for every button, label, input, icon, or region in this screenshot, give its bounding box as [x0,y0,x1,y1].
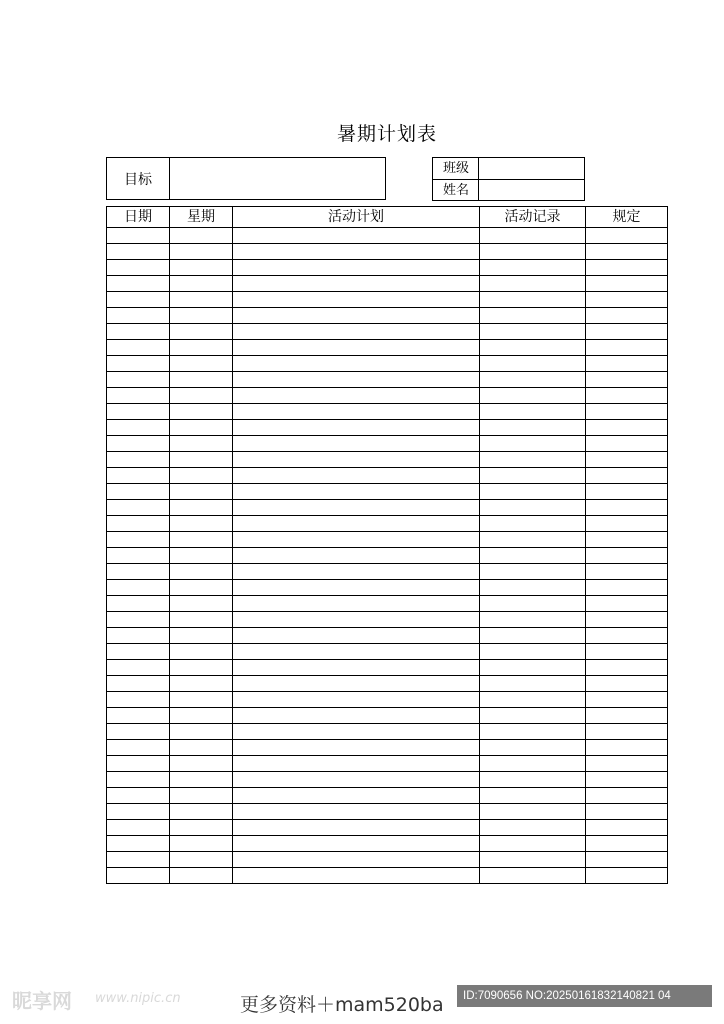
weekday-cell[interactable] [170,692,233,708]
activity-plan-cell[interactable] [233,452,480,468]
rules-cell[interactable] [586,836,668,852]
date-cell[interactable] [107,484,170,500]
table-row [107,372,668,388]
activity-plan-cell[interactable] [233,692,480,708]
weekday-cell[interactable] [170,340,233,356]
activity-plan-cell[interactable] [233,676,480,692]
date-cell[interactable] [107,628,170,644]
activity-record-cell[interactable] [480,852,586,868]
table-row [107,756,668,772]
table-row [107,244,668,260]
activity-plan-cell[interactable] [233,436,480,452]
date-cell[interactable] [107,468,170,484]
activity-plan-cell[interactable] [233,404,480,420]
activity-plan-cell[interactable] [233,500,480,516]
class-row [433,158,584,179]
rules-cell[interactable] [586,500,668,516]
weekday-cell[interactable] [170,740,233,756]
weekday-cell[interactable] [170,484,233,500]
activity-record-cell[interactable] [480,548,586,564]
date-cell[interactable] [107,532,170,548]
weekday-cell[interactable] [170,596,233,612]
date-cell[interactable] [107,516,170,532]
date-cell[interactable] [107,820,170,836]
rules-cell[interactable] [586,308,668,324]
activity-plan-cell[interactable] [233,788,480,804]
table-header-row [107,207,668,228]
table-row [107,292,668,308]
image-id-bar: ID:7090656 NO:20250161832140821 04 [457,985,712,1007]
activity-plan-cell[interactable] [233,276,480,292]
date-cell[interactable] [107,436,170,452]
table-row [107,788,668,804]
rules-cell[interactable] [586,388,668,404]
rules-cell[interactable] [586,772,668,788]
table-row [107,772,668,788]
goal-box [106,157,386,200]
weekday-cell[interactable] [170,564,233,580]
activity-record-cell[interactable] [480,356,586,372]
table-row [107,644,668,660]
table-row [107,340,668,356]
activity-plan-cell[interactable] [233,228,480,244]
activity-plan-cell[interactable] [233,564,480,580]
date-cell[interactable] [107,244,170,260]
activity-record-cell[interactable] [480,372,586,388]
rules-cell[interactable] [586,244,668,260]
activity-plan-cell[interactable] [233,388,480,404]
date-cell[interactable] [107,324,170,340]
rules-cell[interactable] [586,676,668,692]
activity-record-cell[interactable] [480,612,586,628]
rules-cell[interactable] [586,420,668,436]
weekday-cell[interactable] [170,868,233,884]
activity-record-cell[interactable] [480,228,586,244]
date-cell[interactable] [107,692,170,708]
activity-plan-cell[interactable] [233,468,480,484]
name-field[interactable] [479,180,584,201]
rules-cell[interactable] [586,868,668,884]
activity-plan-cell[interactable] [233,852,480,868]
date-cell[interactable] [107,596,170,612]
column-header-activity-plan: 活动计划 [233,207,480,228]
activity-record-cell[interactable] [480,804,586,820]
activity-record-cell[interactable] [480,868,586,884]
weekday-cell[interactable] [170,836,233,852]
weekday-cell[interactable] [170,420,233,436]
activity-record-cell[interactable] [480,452,586,468]
activity-record-cell[interactable] [480,628,586,644]
activity-plan-cell[interactable] [233,596,480,612]
activity-record-cell[interactable] [480,516,586,532]
date-cell[interactable] [107,500,170,516]
activity-plan-cell[interactable] [233,820,480,836]
table-row [107,804,668,820]
weekday-cell[interactable] [170,516,233,532]
date-cell[interactable] [107,404,170,420]
date-cell[interactable] [107,740,170,756]
date-cell[interactable] [107,260,170,276]
date-cell[interactable] [107,772,170,788]
activity-plan-cell[interactable] [233,356,480,372]
activity-plan-cell[interactable] [233,484,480,500]
weekday-cell[interactable] [170,356,233,372]
activity-plan-cell[interactable] [233,292,480,308]
table-row [107,388,668,404]
activity-record-cell[interactable] [480,244,586,260]
table-row [107,436,668,452]
activity-plan-cell[interactable] [233,660,480,676]
weekday-cell[interactable] [170,468,233,484]
column-header-date: 日期 [107,207,170,228]
table-row [107,692,668,708]
activity-plan-cell[interactable] [233,580,480,596]
activity-record-cell[interactable] [480,500,586,516]
activity-record-cell[interactable] [480,660,586,676]
info-box [432,157,585,201]
table-row [107,564,668,580]
date-cell[interactable] [107,228,170,244]
goal-label: 目标 [107,158,170,199]
weekday-cell[interactable] [170,804,233,820]
weekday-cell[interactable] [170,260,233,276]
weekday-cell[interactable] [170,708,233,724]
date-cell[interactable] [107,852,170,868]
table-row [107,660,668,676]
activity-record-cell[interactable] [480,644,586,660]
table-row [107,628,668,644]
date-cell[interactable] [107,612,170,628]
name-label: 姓名 [433,180,479,201]
weekday-cell[interactable] [170,756,233,772]
activity-plan-cell[interactable] [233,372,480,388]
rules-cell[interactable] [586,292,668,308]
rules-cell[interactable] [586,660,668,676]
activity-record-cell[interactable] [480,580,586,596]
date-cell[interactable] [107,292,170,308]
date-cell[interactable] [107,452,170,468]
activity-plan-cell[interactable] [233,340,480,356]
date-cell[interactable] [107,836,170,852]
activity-record-cell[interactable] [480,788,586,804]
date-cell[interactable] [107,708,170,724]
weekday-cell[interactable] [170,676,233,692]
weekday-cell[interactable] [170,500,233,516]
date-cell[interactable] [107,724,170,740]
activity-record-cell[interactable] [480,836,586,852]
weekday-cell[interactable] [170,548,233,564]
table-row [107,548,668,564]
table-row [107,676,668,692]
activity-record-cell[interactable] [480,484,586,500]
rules-cell[interactable] [586,564,668,580]
table-row [107,596,668,612]
date-cell[interactable] [107,676,170,692]
rules-cell[interactable] [586,548,668,564]
date-cell[interactable] [107,372,170,388]
date-cell[interactable] [107,356,170,372]
weekday-cell[interactable] [170,308,233,324]
table-row [107,404,668,420]
date-cell[interactable] [107,308,170,324]
activity-plan-cell[interactable] [233,772,480,788]
date-cell[interactable] [107,564,170,580]
activity-plan-cell[interactable] [233,724,480,740]
activity-plan-cell[interactable] [233,548,480,564]
weekday-cell[interactable] [170,228,233,244]
weekday-cell[interactable] [170,724,233,740]
rules-cell[interactable] [586,740,668,756]
activity-plan-cell[interactable] [233,308,480,324]
weekday-cell[interactable] [170,244,233,260]
table-row [107,852,668,868]
activity-plan-cell[interactable] [233,804,480,820]
goal-field[interactable] [170,158,385,199]
activity-plan-cell[interactable] [233,516,480,532]
rules-cell[interactable] [586,468,668,484]
rules-cell[interactable] [586,708,668,724]
weekday-cell[interactable] [170,644,233,660]
rules-cell[interactable] [586,820,668,836]
activity-record-cell[interactable] [480,676,586,692]
activity-plan-cell[interactable] [233,324,480,340]
table-row [107,356,668,372]
table-row [107,324,668,340]
weekday-cell[interactable] [170,772,233,788]
rules-cell[interactable] [586,516,668,532]
table-row [107,260,668,276]
activity-plan-cell[interactable] [233,644,480,660]
weekday-cell[interactable] [170,788,233,804]
activity-record-cell[interactable] [480,436,586,452]
weekday-cell[interactable] [170,292,233,308]
name-row [433,179,584,201]
weekday-cell[interactable] [170,852,233,868]
table-row [107,580,668,596]
activity-record-cell[interactable] [480,596,586,612]
activity-plan-cell[interactable] [233,756,480,772]
activity-record-cell[interactable] [480,308,586,324]
table-row [107,452,668,468]
activity-record-cell[interactable] [480,740,586,756]
date-cell[interactable] [107,788,170,804]
date-cell[interactable] [107,644,170,660]
activity-plan-cell[interactable] [233,244,480,260]
activity-record-cell[interactable] [480,532,586,548]
weekday-cell[interactable] [170,452,233,468]
table-row [107,836,668,852]
weekday-cell[interactable] [170,628,233,644]
table-row [107,612,668,628]
weekday-cell[interactable] [170,388,233,404]
watermark-url: www.nipic.cn [95,991,181,1006]
weekday-cell[interactable] [170,532,233,548]
class-label: 班级 [433,158,479,179]
table-row [107,500,668,516]
date-cell[interactable] [107,580,170,596]
rules-cell[interactable] [586,372,668,388]
weekday-cell[interactable] [170,372,233,388]
date-cell[interactable] [107,868,170,884]
activity-record-cell[interactable] [480,340,586,356]
date-cell[interactable] [107,388,170,404]
rules-cell[interactable] [586,756,668,772]
column-header-rules: 规定 [586,207,668,228]
activity-plan-cell[interactable] [233,628,480,644]
rules-cell[interactable] [586,724,668,740]
activity-plan-cell[interactable] [233,532,480,548]
activity-record-cell[interactable] [480,324,586,340]
table-row [107,820,668,836]
rules-cell[interactable] [586,852,668,868]
weekday-cell[interactable] [170,404,233,420]
activity-plan-cell[interactable] [233,420,480,436]
activity-plan-cell[interactable] [233,708,480,724]
activity-record-cell[interactable] [480,292,586,308]
rules-cell[interactable] [586,228,668,244]
date-cell[interactable] [107,804,170,820]
table-row [107,708,668,724]
rules-cell[interactable] [586,404,668,420]
table-row [107,420,668,436]
table-row [107,276,668,292]
weekday-cell[interactable] [170,820,233,836]
activity-plan-cell[interactable] [233,740,480,756]
class-field[interactable] [479,158,584,179]
activity-record-cell[interactable] [480,564,586,580]
activity-plan-cell[interactable] [233,260,480,276]
weekday-cell[interactable] [170,324,233,340]
activity-plan-cell[interactable] [233,868,480,884]
activity-record-cell[interactable] [480,820,586,836]
rules-cell[interactable] [586,612,668,628]
rules-cell[interactable] [586,596,668,612]
date-cell[interactable] [107,756,170,772]
weekday-cell[interactable] [170,276,233,292]
table-row [107,484,668,500]
rules-cell[interactable] [586,356,668,372]
date-cell[interactable] [107,660,170,676]
rules-cell[interactable] [586,788,668,804]
activity-record-cell[interactable] [480,260,586,276]
footer-text: 更多资料＋mam520ba [240,994,444,1016]
activity-record-cell[interactable] [480,772,586,788]
table-row [107,532,668,548]
weekday-cell[interactable] [170,612,233,628]
table-row [107,740,668,756]
rules-cell[interactable] [586,580,668,596]
table-row [107,308,668,324]
table-row [107,516,668,532]
table-row [107,724,668,740]
activity-plan-cell[interactable] [233,612,480,628]
weekday-cell[interactable] [170,580,233,596]
rules-cell[interactable] [586,628,668,644]
plan-table-body [107,228,668,884]
watermark-logo: 昵享网 [12,989,72,1013]
activity-record-cell[interactable] [480,708,586,724]
activity-record-cell[interactable] [480,420,586,436]
table-row [107,228,668,244]
activity-record-cell[interactable] [480,756,586,772]
date-cell[interactable] [107,340,170,356]
plan-table [106,206,668,884]
activity-record-cell[interactable] [480,692,586,708]
activity-record-cell[interactable] [480,388,586,404]
date-cell[interactable] [107,276,170,292]
rules-cell[interactable] [586,804,668,820]
page-title: 暑期计划表 [336,123,437,145]
date-cell[interactable] [107,548,170,564]
rules-cell[interactable] [586,452,668,468]
activity-record-cell[interactable] [480,724,586,740]
weekday-cell[interactable] [170,660,233,676]
activity-record-cell[interactable] [480,468,586,484]
rules-cell[interactable] [586,484,668,500]
rules-cell[interactable] [586,532,668,548]
rules-cell[interactable] [586,324,668,340]
activity-record-cell[interactable] [480,276,586,292]
date-cell[interactable] [107,420,170,436]
rules-cell[interactable] [586,260,668,276]
activity-record-cell[interactable] [480,404,586,420]
table-row [107,868,668,884]
weekday-cell[interactable] [170,436,233,452]
table-row [107,468,668,484]
rules-cell[interactable] [586,436,668,452]
column-header-activity-record: 活动记录 [480,207,586,228]
column-header-weekday: 星期 [170,207,233,228]
activity-plan-cell[interactable] [233,836,480,852]
rules-cell[interactable] [586,644,668,660]
rules-cell[interactable] [586,692,668,708]
rules-cell[interactable] [586,276,668,292]
rules-cell[interactable] [586,340,668,356]
